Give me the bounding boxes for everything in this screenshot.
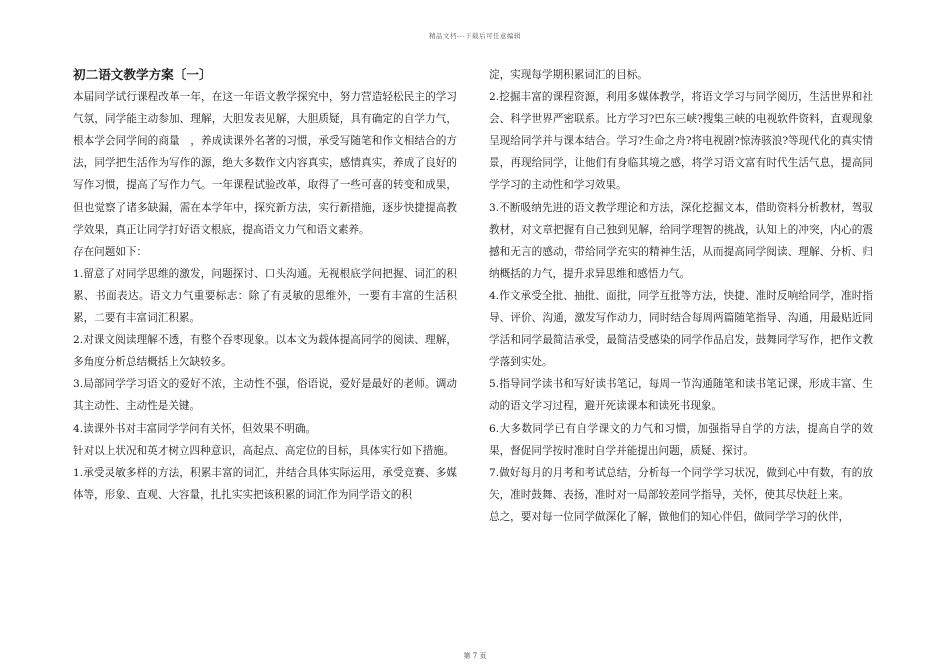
measures-intro: 针对以上状况和英才树立四种意识，高起点、高定位的目标，具体实行如下措施。	[73, 444, 455, 457]
measure-item-2: 2.挖掘丰富的课程资源，利用多媒体教学，将语文学习与同学阅历，生活世界和社会、科学世界严密联系。比方学习?巴东三峡?搜集三峡的电视软件资料，直观现象呈现给同学并与课本结合。学习?生命之舟?将电视剧?惊涛骇浪?等现代化的真实情景，再现给同学，让他们有身临其境之感，将学习语文富有时代生活气息，提高同学学习的主动性和学习效果。	[489, 91, 873, 192]
measure-item-1: 1.承受灵敏多样的方法，积累丰富的词汇，并结合具体实际运用，承受竞赛、多媒体等，形象、直观、大容量，扎扎实实把该积累的词汇作为同学语文的积	[73, 466, 457, 501]
problem-item-2: 2.对课文阅读理解不透，有整个吞枣现象。以本文为载体提高同学的阅读、理解，多角度分析总结概括上欠缺较多。	[73, 334, 457, 369]
measure-item-6: 6.大多数同学已有自学课文的力气和习惯，加强指导自学的方法，提高自学的效果，督促同学按时准时自学并能提出问题，质疑、探讨。	[489, 422, 873, 457]
problems-heading: 存在问题如下：	[73, 245, 148, 258]
measure-item-5: 5.指导同学读书和写好读书笔记，每周一节沟通随笔和读书笔记课，形成丰富、生动的语文学习过程，避开死读课本和读死书现象。	[489, 378, 873, 413]
intro-paragraph: 本届同学试行课程改革一年，在这一年语文教学探究中，努力营造轻松民主的学习气氛，同学能主动参加、理解，大胆发表见解，大胆质疑，具有确定的自学力气，根本学会同学间的商量 ，养成读课外名著的习惯，承受写随笔和作文相结合的方法，同学把生活作为写作的源，绝大多数作文内容真实，感情真实，养成了良好的写作习惯，提高了写作力气。一年课程试验改革，取得了一些可喜的转变和成果，但也觉察了诸多缺漏，需在本学年中，探究新方法，实行新措施，逐步快捷提高教学效果，真正让同学打好语文根底，提高语文力气和语文素养。	[73, 91, 457, 236]
measure-item-7: 7.做好每月的月考和考试总结，分析每一个同学学习状况，做到心中有数，有的放矢，准时鼓舞、表扬，准时对一局部较差同学指导，关怀，使其尽快赶上来。	[489, 466, 873, 501]
summary-paragraph: 总之，要对每一位同学做深化了解，做他们的知心伴侣，做同学学习的伙伴，	[489, 510, 850, 523]
problem-item-1: 1.留意了对同学思维的激发，问题探讨、口头沟通。无视根底学问把握、词汇的积累、书面表达。语文力气重要标志：除了有灵敏的思维外，一要有丰富的生活积累，二要有丰富词汇积累。	[73, 267, 457, 325]
measure-item-3: 3.不断吸纳先进的语文教学理论和方法，深化挖掘文本，借助资料分析教材，驾驭教材，对文章把握有自己独到见解，给同学理智的挑战，认知上的冲突，内心的震撼和无言的感动，带给同学充实的精神生活，从而提高同学阅读、理解、分析、归纳概括的力气，提升求异思维和感悟力气。	[489, 201, 873, 280]
page-number: 第 7 页	[463, 652, 487, 660]
document-title: 初二语文教学方案〔一〕	[73, 67, 212, 82]
problem-item-3: 3.局部同学学习语文的爱好不浓，主动性不强，俗语说，爱好是最好的老师。调动其主动性、主动性是关键。	[73, 378, 457, 413]
problem-item-4: 4.读课外书对丰富同学学问有关怀，但效果不明确。	[73, 422, 317, 435]
measure-item-4: 4.作文承受全批、抽批、面批，同学互批等方法，快捷、准时反响给同学，准时指导、评价、沟通，激发写作动力，同时结合每周两篇随笔指导、沟通，用最贴近同学活和同学最简洁承受，最简洁受感染的同学作品启发，鼓舞同学写作，把作文教学落到实处。	[489, 289, 873, 369]
page-header: 精品文档---下载后可任意编辑	[428, 32, 522, 40]
left-column	[73, 64, 457, 506]
right-column	[489, 64, 873, 528]
measure-item-1-continued: 淀，实现每学期积累词汇的目标。	[489, 69, 648, 81]
